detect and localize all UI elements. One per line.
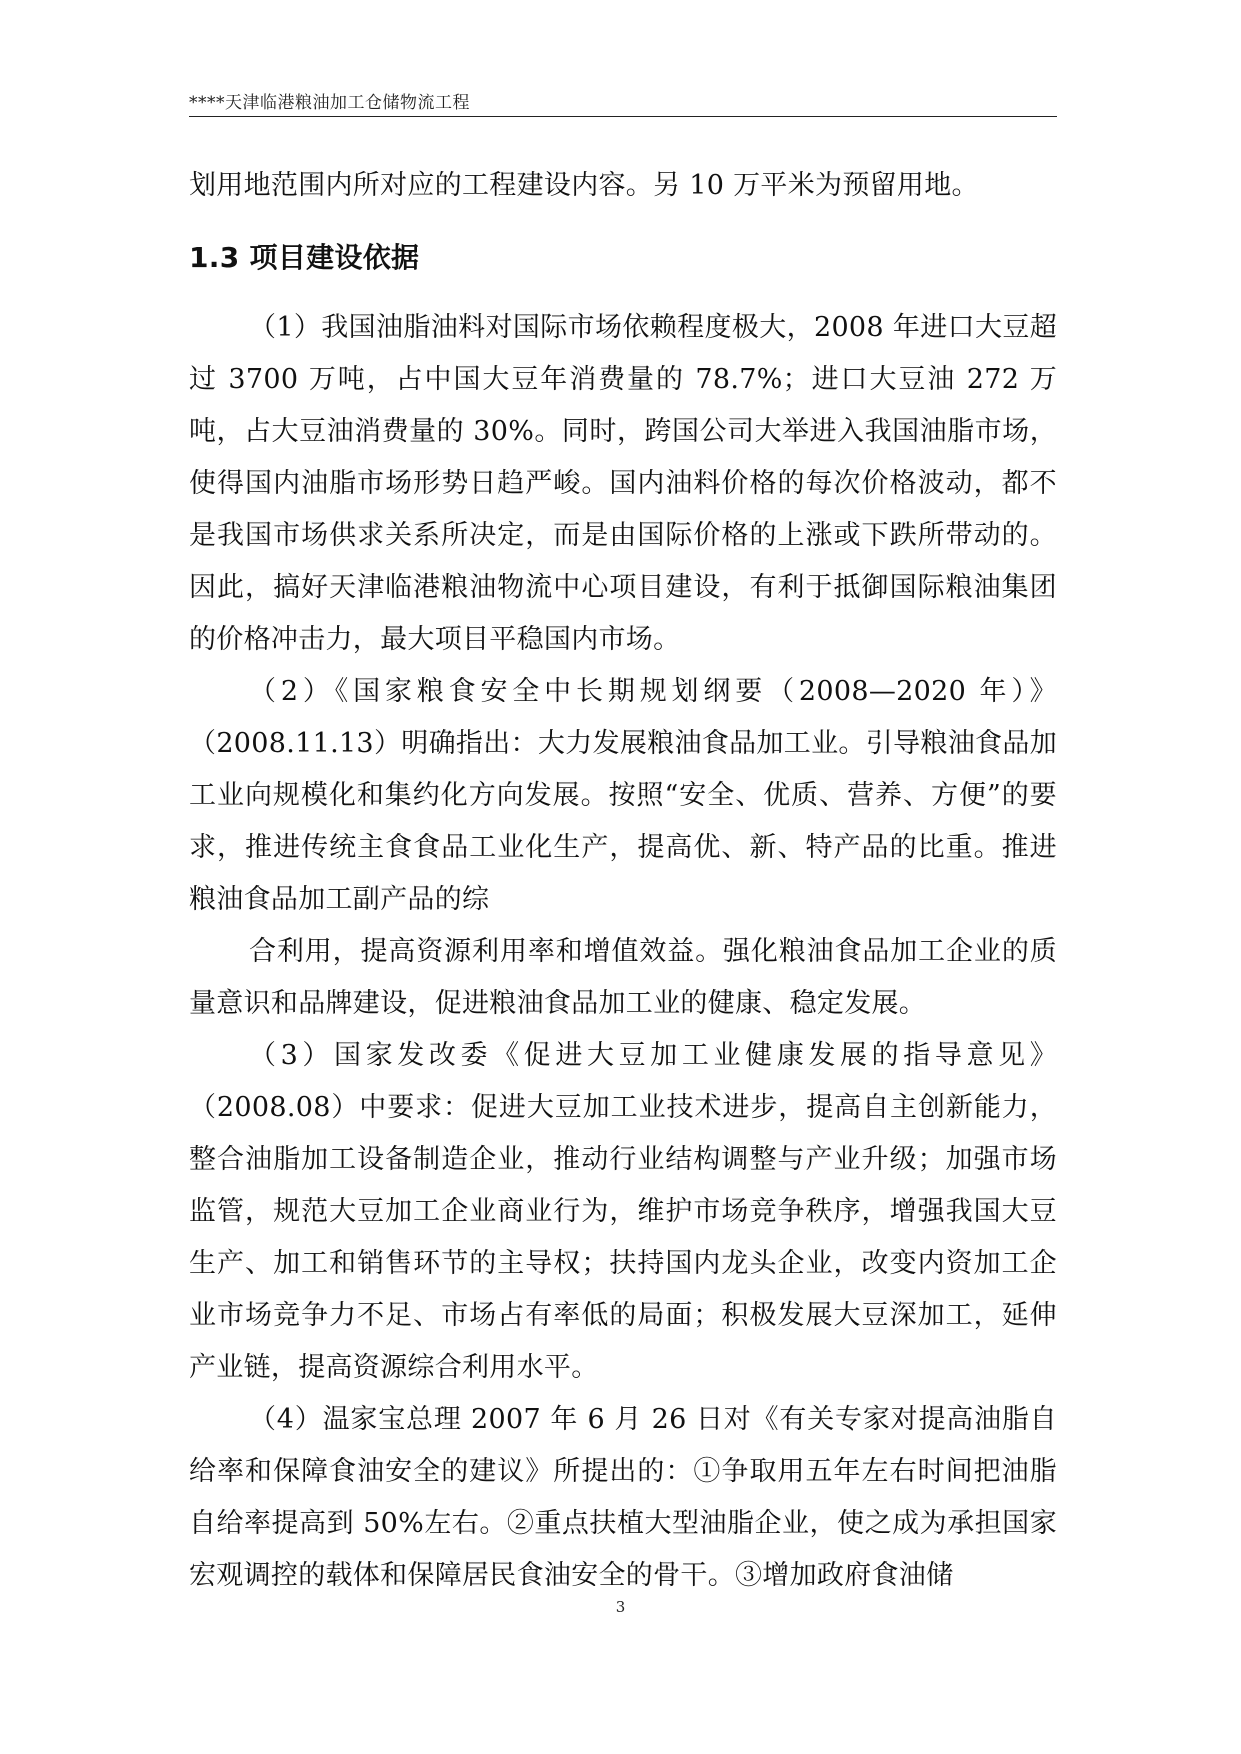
paragraph-1: （1）我国油脂油料对国际市场依赖程度极大，2008 年进口大豆超过 3700 万吨，占中国大豆年消费量的 78.7%；进口大豆油 272 万吨，占大豆油消费量的 30%。同时，跨国公司大举进入我国油脂市场，使得国内油脂市场形势日趋严峻。国内油料价格的每次价格波动，都不是我国市场供求关系所决定，而是由国际价格的上涨或下跌所带动的。因此，搞好天津临港粮油物流中心项目建设，有利于抵御国际粮油集团的价格冲击力，最大项目平稳国内市场。 — [189, 312, 1057, 655]
page-header — [189, 86, 1057, 117]
paragraph-3: （3）国家发改委《促进大豆加工业健康发展的指导意见》（2008.08）中要求：促进大豆加工业技术进步，提高自主创新能力，整合油脂加工设备制造企业，推动行业结构调整与产业升级；加强市场监管，规范大豆加工企业商业行为，维护市场竞争秩序，增强我国大豆生产、加工和销售环节的主导权；扶持国内龙头企业，改变内资加工企业市场竞争力不足、市场占有率低的局面；积极发展大豆深加工，延伸产业链，提高资源综合利用水平。 — [189, 1040, 1057, 1383]
lead-paragraph: 划用地范围内所对应的工程建设内容。另 10 万平米为预留用地。 — [189, 170, 979, 201]
paragraph-2-continued: 合利用，提高资源利用率和增值效益。强化粮油食品加工企业的质量意识和品牌建设，促进粮油食品加工业的健康、稳定发展。 — [189, 936, 1057, 1019]
paragraph-4: （4）温家宝总理 2007 年 6 月 26 日对《有关专家对提高油脂自给率和保障食油安全的建议》所提出的：①争取用五年左右时间把油脂自给率提高到 50%左右。②重点扶植大型油脂企业，使之成为承担国家宏观调控的载体和保障居民食油安全的骨干。③增加政府食油储 — [189, 1404, 1057, 1591]
paragraph-2: （2）《国家粮食安全中长期规划纲要（2008—2020 年）》（2008.11.13）明确指出：大力发展粮油食品加工业。引导粮油食品加工业向规模化和集约化方向发展。按照“安全、优质、营养、方便”的要求，推进传统主食食品工业化生产，提高优、新、特产品的比重。推进粮油食品加工副产品的综 — [189, 676, 1057, 915]
section-heading: 1.3 项目建设依据 — [189, 241, 420, 274]
document-body — [189, 160, 1057, 1602]
page-number: 3 — [615, 1598, 626, 1616]
header-title: ****天津临港粮油加工仓储物流工程 — [189, 93, 470, 113]
